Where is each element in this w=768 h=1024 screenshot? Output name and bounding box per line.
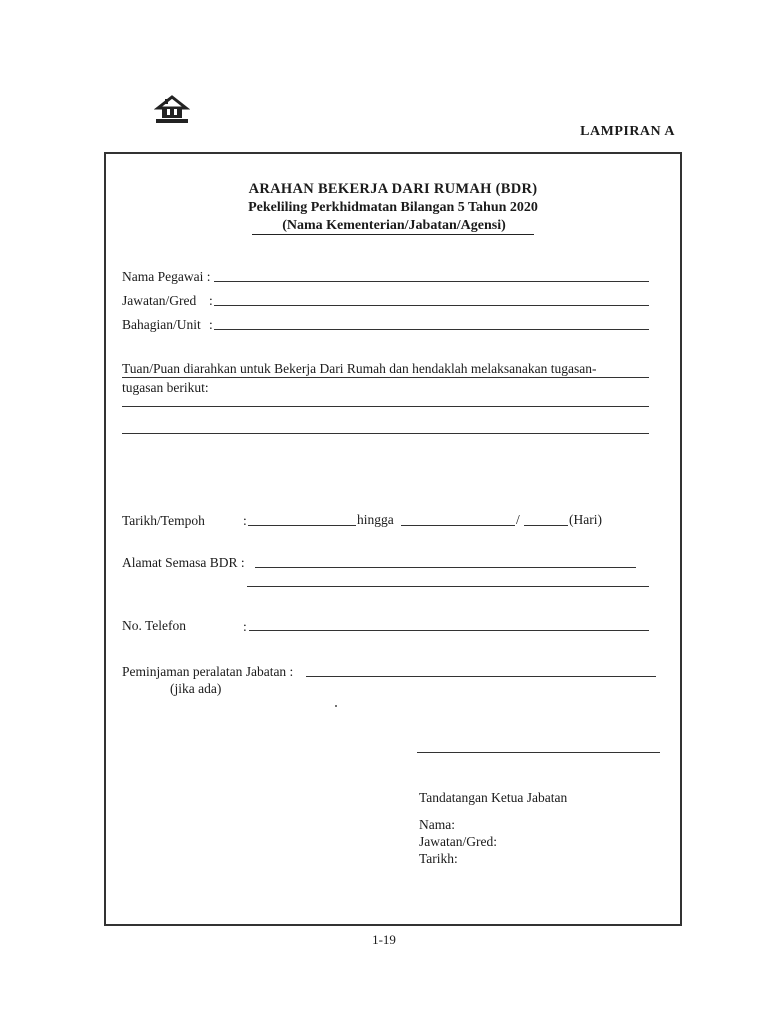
bahagian-unit-colon: :: [209, 317, 213, 332]
tugasan-field-2[interactable]: [122, 433, 649, 434]
tugasan-field-1[interactable]: [122, 406, 649, 407]
bilangan-hari-field[interactable]: [524, 525, 568, 526]
page-number: 1-19: [372, 932, 396, 947]
lampiran-label: LAMPIRAN A: [580, 124, 675, 139]
tarikh-akhir-field[interactable]: [401, 525, 515, 526]
telefon-colon: :: [243, 619, 247, 634]
hari-label: (Hari): [569, 512, 602, 527]
tarikh-label: Tarikh:: [419, 851, 458, 866]
agency-line-text: (Nama Kementerian/Jabatan/Agensi): [252, 218, 534, 235]
tarikh-mula-field[interactable]: [248, 525, 356, 526]
bahagian-unit-field[interactable]: [214, 329, 649, 330]
instruction-text: Tuan/Puan diarahkan untuk Bekerja Dari Rumah dan hendaklah melaksanakan tugasan-: [122, 361, 597, 376]
peminjaman-label: Peminjaman peralatan Jabatan :: [122, 664, 294, 679]
bahagian-unit-label: Bahagian/Unit: [122, 317, 201, 332]
tarikh-tempoh-label: Tarikh/Tempoh: [122, 513, 205, 528]
nama-pegawai-field[interactable]: [214, 281, 649, 282]
tandatangan-label: Tandatangan Ketua Jabatan: [419, 790, 568, 805]
peminjaman-field[interactable]: [306, 676, 656, 677]
jawatan-gred-field[interactable]: [214, 305, 649, 306]
jawatan-gred-label: Jawatan/Gred: [122, 293, 197, 308]
jawatan-label: Jawatan/Gred:: [419, 834, 497, 849]
telefon-label: No. Telefon: [122, 618, 187, 633]
signature-field[interactable]: [417, 752, 660, 753]
nama-pegawai-label: Nama Pegawai :: [122, 269, 211, 284]
alamat-label: Alamat Semasa BDR :: [122, 555, 245, 570]
form-title: ARAHAN BEKERJA DARI RUMAH (BDR): [248, 181, 538, 197]
agency-line: [106, 218, 680, 235]
jika-ada-label: (jika ada): [170, 681, 222, 696]
form-frame: [104, 152, 682, 926]
alamat-field-1[interactable]: [255, 567, 636, 568]
tarikh-tempoh-colon: :: [243, 513, 247, 528]
instruction-text-cont: tugasan berikut:: [122, 380, 209, 395]
jawatan-gred-colon: :: [209, 293, 213, 308]
slash-label: /: [516, 512, 520, 527]
nama-label: Nama:: [419, 817, 455, 832]
form-subtitle: Pekeliling Perkhidmatan Bilangan 5 Tahun 2020: [248, 200, 538, 215]
hingga-label: hingga: [357, 512, 394, 527]
scan-speck: [335, 705, 337, 707]
instruction-line-1: [122, 377, 649, 378]
house-logo-icon: [154, 94, 190, 126]
alamat-field-2[interactable]: [247, 586, 649, 587]
telefon-field[interactable]: [249, 630, 649, 631]
